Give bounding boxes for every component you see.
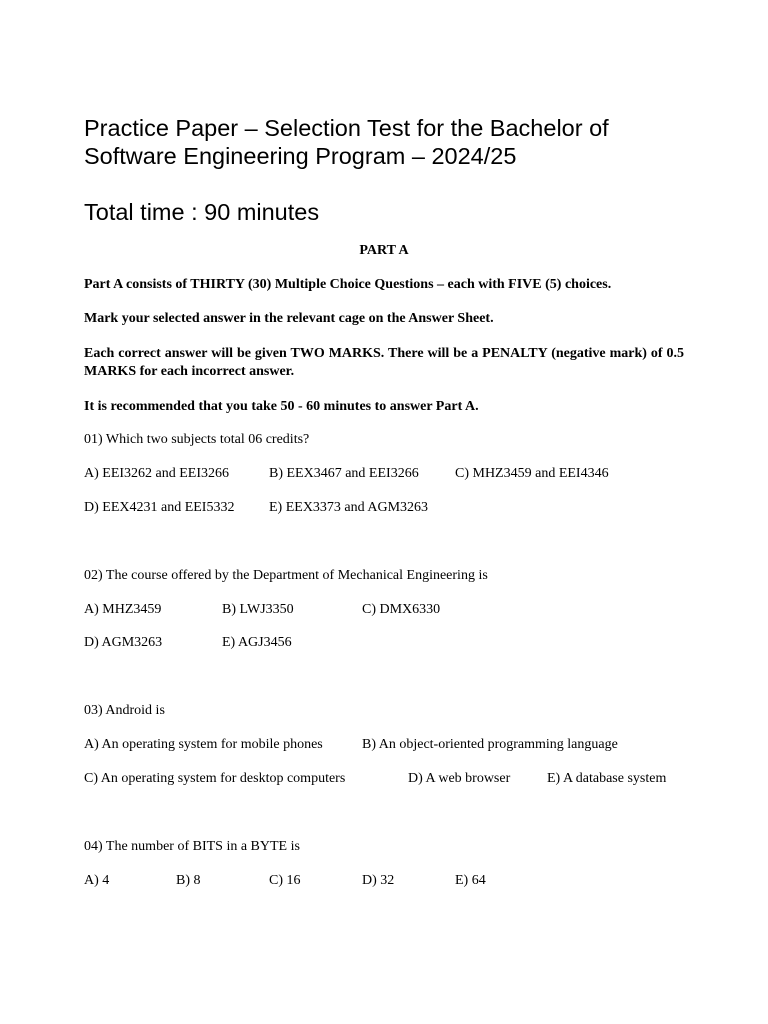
question-04-option-b: B) 8 [176, 873, 201, 888]
question-02-option-a: A) MHZ3459 [84, 602, 162, 617]
question-04-option-d: D) 32 [362, 873, 395, 888]
question-02-text: 02) The course offered by the Department of Mechanical Engineering is [84, 568, 488, 583]
paper-title [84, 114, 724, 170]
question-04-text: 04) The number of BITS in a BYTE is [84, 839, 300, 854]
question-02-option-d: D) AGM3263 [84, 635, 163, 650]
instruction-question-count: Part A consists of THIRTY (30) Multiple Choice Questions – each with FIVE (5) choices. [84, 277, 612, 292]
question-01-option-b: B) EEX3467 and EEI3266 [269, 466, 419, 481]
instruction-time-recommendation: It is recommended that you take 50 - 60 minutes to answer Part A. [84, 399, 479, 414]
question-02-option-e: E) AGJ3456 [222, 635, 292, 650]
question-02-option-b: B) LWJ3350 [222, 602, 294, 617]
question-03-option-e: E) A database system [547, 771, 667, 786]
paper-title-line-1: Practice Paper – Selection Test for the Bachelor of [84, 115, 609, 141]
question-03-option-d: D) A web browser [408, 771, 511, 786]
question-04-option-a: A) 4 [84, 873, 110, 888]
question-01-option-c: C) MHZ3459 and EEI4346 [455, 466, 609, 481]
question-01-text: 01) Which two subjects total 06 credits? [84, 432, 310, 447]
question-03-option-c: C) An operating system for desktop computers [84, 771, 346, 786]
question-02-option-c: C) DMX6330 [362, 602, 441, 617]
question-01-option-e: E) EEX3373 and AGM3263 [269, 500, 429, 515]
total-time: Total time : 90 minutes [84, 199, 320, 225]
instruction-marking: Each correct answer will be given TWO MARKS. There will be a PENALTY (negative mark) of 0.5 MARKS for each incorrect answer. [84, 346, 684, 379]
question-03-option-a: A) An operating system for mobile phones [84, 737, 323, 752]
question-01-option-d: D) EEX4231 and EEI5332 [84, 500, 235, 515]
paper-title-line-2: Software Engineering Program – 2024/25 [84, 143, 517, 169]
question-01-option-a: A) EEI3262 and EEI3266 [84, 466, 230, 481]
part-heading: PART A [359, 243, 409, 258]
question-04-option-e: E) 64 [455, 873, 486, 888]
question-04-option-c: C) 16 [269, 873, 301, 888]
question-03-text: 03) Android is [84, 703, 165, 718]
question-03-option-b: B) An object-oriented programming language [362, 737, 618, 752]
instruction-answer-sheet: Mark your selected answer in the relevant cage on the Answer Sheet. [84, 311, 494, 326]
